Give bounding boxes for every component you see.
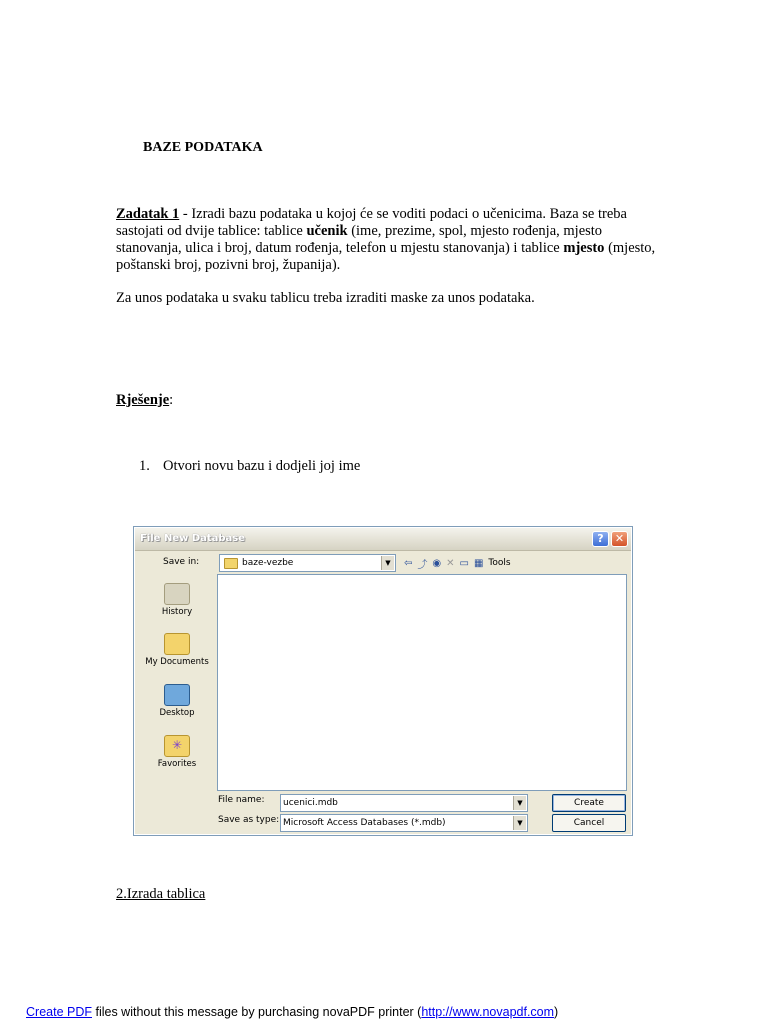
task-text-3: (mjesto, poštanski broj, pozivni broj, županija). <box>116 240 656 273</box>
place-favorites[interactable] <box>144 735 210 769</box>
new-folder-icon[interactable]: ▭ <box>459 557 469 569</box>
place-history[interactable] <box>144 583 210 617</box>
create-pdf-link[interactable]: Create PDF <box>26 1005 92 1019</box>
up-folder-icon[interactable]: ⤴ <box>417 559 428 571</box>
help-button[interactable]: ? <box>592 531 609 547</box>
place-label: Favorites <box>157 759 197 769</box>
place-my-documents[interactable] <box>144 633 210 667</box>
place-label: History <box>161 607 193 617</box>
chevron-down-icon[interactable]: ▼ <box>513 816 526 830</box>
history-icon <box>164 583 190 605</box>
file-new-database-dialog <box>133 526 633 836</box>
task-bold-ucenik: učenik <box>306 223 348 239</box>
task-text-1: - Izradi bazu podataka u kojoj će se voditi podaci o učenicima. Baza se treba sastojati od dvije tablice: tablice <box>116 206 627 239</box>
chevron-down-icon[interactable]: ▼ <box>381 556 394 570</box>
folder-icon <box>224 558 238 569</box>
step-2-heading: 2.Izrada tablica <box>116 886 206 902</box>
chevron-down-icon[interactable]: ▼ <box>513 796 526 810</box>
task-text-2: (ime, prezime, spol, mjesto rođenja, mjesto stanovanja, ulica i broj, datum rođenja, telefon u mjestu stanovanja) i tablice <box>116 223 603 256</box>
solution-label: Rješenje <box>116 392 170 408</box>
step-1 <box>139 458 360 475</box>
close-button[interactable]: ✕ <box>611 531 628 547</box>
cancel-button[interactable]: Cancel <box>552 814 626 832</box>
my-documents-icon <box>164 633 190 655</box>
file-name-label: File name: <box>218 795 265 805</box>
place-label: Desktop <box>159 708 195 718</box>
place-desktop[interactable] <box>144 684 210 718</box>
desktop-icon <box>164 684 190 706</box>
task-paragraph <box>116 206 656 274</box>
tools-menu[interactable]: Tools <box>488 558 511 568</box>
dialog-titlebar <box>135 528 631 551</box>
footer-text: files without this message by purchasing novaPDF printer ( <box>92 1005 422 1019</box>
pdf-footer <box>26 1005 558 1019</box>
save-as-type-dropdown[interactable] <box>280 814 528 832</box>
step-1-text: Otvori novu bazu i dodjeli joj ime <box>163 458 361 474</box>
place-label: My Documents <box>145 657 209 667</box>
search-web-icon[interactable]: ◉ <box>432 557 442 569</box>
save-as-type-label: Save as type: <box>218 815 280 825</box>
file-list[interactable] <box>217 574 627 791</box>
back-icon[interactable]: ⇦ <box>404 557 413 569</box>
document-title: BAZE PODATAKA <box>143 140 263 155</box>
step-1-number: 1. <box>139 458 150 474</box>
solution-heading <box>116 392 173 409</box>
task-label: Zadatak 1 <box>116 206 180 222</box>
task-bold-mjesto: mjesto <box>563 240 605 256</box>
save-in-dropdown[interactable] <box>219 554 396 572</box>
places-bar <box>144 577 210 817</box>
solution-colon: : <box>169 392 174 408</box>
dialog-toolbar <box>404 555 511 571</box>
views-icon[interactable]: ▦ <box>473 557 484 569</box>
create-button[interactable]: Create <box>552 794 626 812</box>
save-in-label: Save in: <box>163 557 200 567</box>
file-name-value: ucenici.mdb <box>283 798 338 808</box>
novapdf-link[interactable]: http://www.novapdf.com <box>421 1005 555 1019</box>
instruction-paragraph: Za unos podataka u svaku tablicu treba izraditi maske za unos podataka. <box>116 290 535 306</box>
file-name-field[interactable] <box>280 794 528 812</box>
save-in-value: baze-vezbe <box>242 558 294 568</box>
save-as-type-value: Microsoft Access Databases (*.mdb) <box>283 818 446 828</box>
delete-icon[interactable]: ✕ <box>446 557 455 569</box>
favorites-icon: ✳ <box>164 735 190 757</box>
dialog-title: File New Database <box>140 533 246 544</box>
footer-end: ) <box>554 1005 559 1019</box>
